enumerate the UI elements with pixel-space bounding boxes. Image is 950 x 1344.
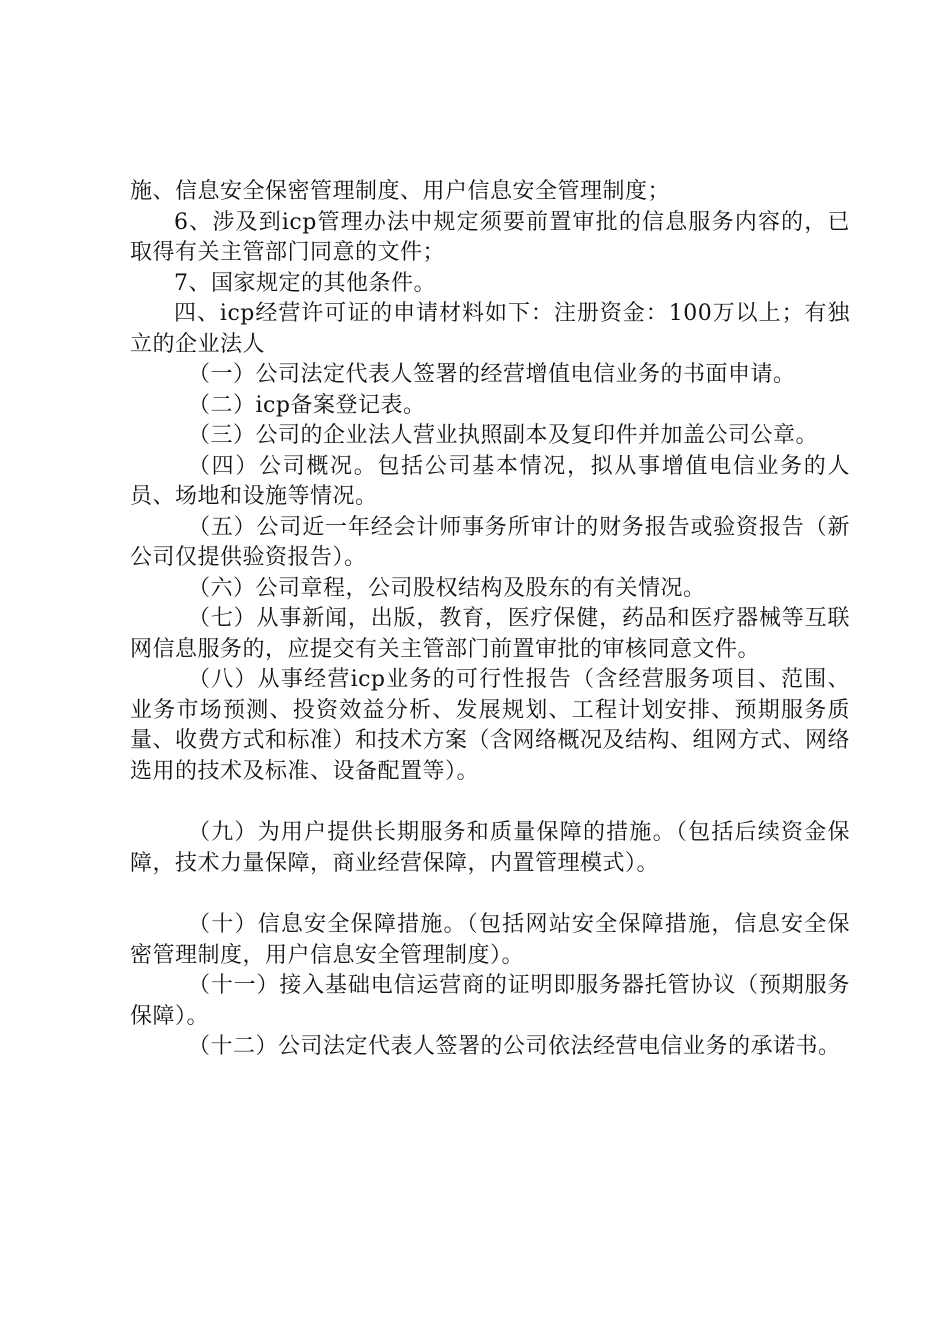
paragraph-material-5: （五）公司近一年经会计师事务所审计的财务报告或验资报告（新公司仅提供验资报告）。 <box>130 514 850 570</box>
paragraph-material-1: （一）公司法定代表人签署的经营增值电信业务的书面申请。 <box>188 362 796 387</box>
paragraph-material-6: （六）公司章程，公司股权结构及股东的有关情况。 <box>188 575 706 601</box>
paragraph-material-11: （十一）接入基础电信运营商的证明即服务器托管协议（预期服务保障）。 <box>130 973 850 1029</box>
paragraph-material-12: （十二）公司法定代表人签署的公司依法经营电信业务的承诺书。 <box>188 1034 841 1059</box>
paragraph-material-10: （十）信息安全保障措施。（包括网站安全保障措施，信息安全保密管理制度，用户信息安全管理制度）。 <box>130 912 850 968</box>
document-body <box>130 177 850 1063</box>
paragraph-material-2: （二）icp备案登记表。 <box>188 392 426 418</box>
paragraph-item-7: 7、国家规定的其他条件。 <box>174 270 436 296</box>
paragraph-material-3: （三）公司的企业法人营业执照副本及复印件并加盖公司公章。 <box>188 423 819 448</box>
paragraph-section-4: 四、icp经营许可证的申请材料如下：注册资金：100万以上；有独立的企业法人 <box>130 301 850 357</box>
paragraph-material-9: （九）为用户提供长期服务和质量保障的措施。（包括后续资金保障，技术力量保障，商业经营保障，内置管理模式）。 <box>130 820 850 876</box>
paragraph-material-8: （八）从事经营icp业务的可行性报告（含经营服务项目、范围、业务市场预测、投资效益分析、发展规划、工程计划安排、预期服务质量、收费方式和标准）和技术方案（含网络概况及结构、组网方式、网络选用的技术及标准、设备配置等）。 <box>130 667 851 784</box>
paragraph-item-6: 6、涉及到icp管理办法中规定须要前置审批的信息服务内容的，已取得有关主管部门同意的文件； <box>130 209 850 265</box>
paragraph-continuation: 施、信息安全保密管理制度、用户信息安全管理制度； <box>130 179 671 204</box>
paragraph-material-4: （四）公司概况。包括公司基本情况，拟从事增值电信业务的人员、场地和设施等情况。 <box>130 453 850 509</box>
paragraph-material-7: （七）从事新闻，出版，教育，医疗保健，药品和医疗器械等互联网信息服务的，应提交有关主管部门前置审批的审核同意文件。 <box>130 606 850 662</box>
